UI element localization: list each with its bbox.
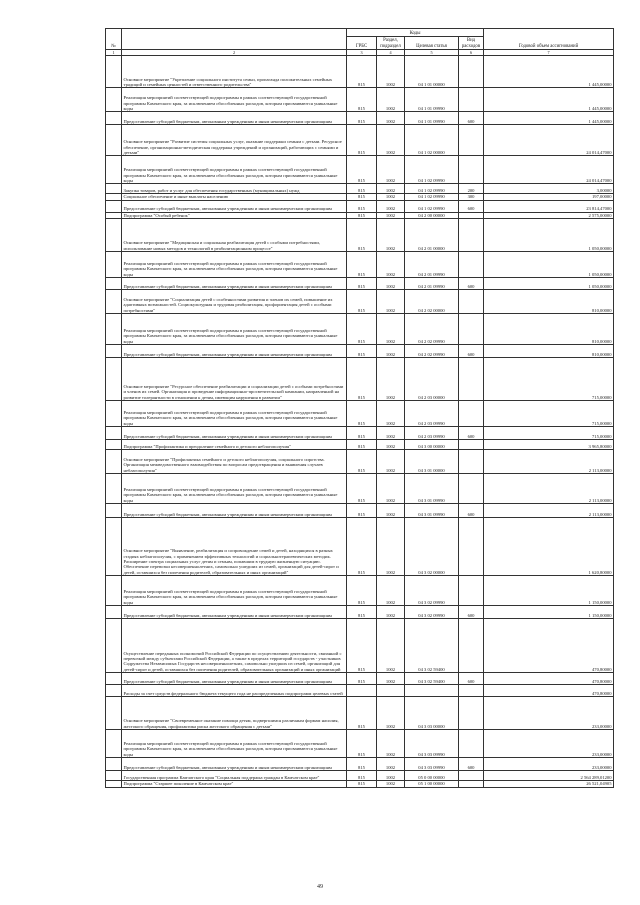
row-target-article: 04 3 00 00000 — [405, 440, 459, 450]
row-name: Предоставление субсидий бюджетным, автономным учреждениям и иным некоммерческим организациям — [122, 112, 347, 125]
row-grbs: 815 — [347, 673, 377, 685]
row-grbs: 815 — [347, 88, 377, 112]
header-target-article: Целевая статья — [405, 37, 459, 50]
header-expense-type: Вид расходов — [459, 37, 484, 50]
row-section — [377, 685, 405, 697]
row-amount: 715,00000 — [484, 401, 614, 427]
row-index — [106, 200, 122, 212]
header-section: Раздел, подраздел — [377, 37, 405, 50]
row-target-article: 04 3 02 00000 — [405, 518, 459, 576]
header-annual-volume: Годовой объем ассигнований — [484, 29, 614, 50]
row-grbs: 815 — [347, 194, 377, 200]
row-target-article: 04 2 02 09990 — [405, 345, 459, 358]
row-section: 1002 — [377, 697, 405, 730]
row-target-article: 04 1 02 09990 — [405, 200, 459, 212]
row-amount: 715,00000 — [484, 427, 614, 440]
budget-table — [105, 28, 614, 788]
row-grbs: 815 — [347, 345, 377, 358]
row-expense-type — [459, 56, 484, 88]
row-index — [106, 781, 122, 787]
row-index — [106, 219, 122, 252]
row-name: Осуществление переданных полномочий Российской Федерации по осуществлению деятельности, связанной с перевозкой между субъектами Российской Федерации, а также в пределах территорий государств - участников Содружества Независимых Государств несовершеннолетних, самовольно ушедших из семей, организаций для детей-сирот и детей, оставшихся без попечения родителей, образовательных организаций и иных организаций — [122, 619, 347, 673]
row-index — [106, 427, 122, 440]
row-section: 1002 — [377, 606, 405, 619]
row-amount: 470,80000 — [484, 673, 614, 685]
row-grbs: 815 — [347, 401, 377, 427]
row-section: 1002 — [377, 401, 405, 427]
row-name: Реализация мероприятий соответствующей подпрограммы в рамках соответствующей государственной программы Камчатского края, за исключением обособленных расходов, которым присваиваются уникальные коды — [122, 401, 347, 427]
row-grbs: 815 — [347, 156, 377, 184]
row-name: Реализация мероприятий соответствующей подпрограммы в рамках соответствующей государственной программы Камчатского края, за исключением обособленных расходов, которым присваиваются уникальные коды — [122, 156, 347, 184]
row-amount: 1 445,00000 — [484, 112, 614, 125]
row-target-article: 04 2 01 09990 — [405, 252, 459, 278]
row-name: Закупка товаров, работ и услуг для обеспечения государственных (муниципальных) нужд — [122, 184, 347, 194]
row-amount: 1 150,00000 — [484, 576, 614, 606]
row-grbs: 815 — [347, 290, 377, 314]
table-row — [106, 252, 614, 278]
row-amount: 197,00000 — [484, 194, 614, 200]
table-row — [106, 314, 614, 345]
row-index — [106, 440, 122, 450]
row-target-article: 04 3 02 09990 — [405, 606, 459, 619]
row-grbs: 815 — [347, 504, 377, 518]
row-index — [106, 401, 122, 427]
row-amount: 26 521,04905 — [484, 781, 614, 787]
row-amount: 3 965,80000 — [484, 440, 614, 450]
row-expense-type: 600 — [459, 673, 484, 685]
row-index — [106, 504, 122, 518]
row-expense-type — [459, 697, 484, 730]
row-index — [106, 673, 122, 685]
row-expense-type — [459, 125, 484, 156]
table-row — [106, 518, 614, 576]
row-grbs: 815 — [347, 697, 377, 730]
row-section: 1002 — [377, 219, 405, 252]
row-amount: 2 113,00000 — [484, 474, 614, 504]
row-name: Основное мероприятие "Медицинская и социальная реабилитация детей с особыми потребностями, использование новых методов и технологий в реабилитационном процессе" — [122, 219, 347, 252]
table-row — [106, 56, 614, 88]
row-amount: 233,00000 — [484, 730, 614, 758]
row-target-article: 04 3 01 09990 — [405, 474, 459, 504]
row-target-article — [405, 685, 459, 697]
row-amount: 233,00000 — [484, 697, 614, 730]
table-row — [106, 88, 614, 112]
row-section: 1002 — [377, 194, 405, 200]
row-section: 1002 — [377, 212, 405, 218]
table-row — [106, 697, 614, 730]
row-index — [106, 88, 122, 112]
row-section: 1002 — [377, 619, 405, 673]
row-section: 1002 — [377, 450, 405, 474]
row-target-article: 04 2 00 00000 — [405, 212, 459, 218]
table-row — [106, 290, 614, 314]
table-row — [106, 401, 614, 427]
row-expense-type — [459, 730, 484, 758]
row-grbs: 815 — [347, 219, 377, 252]
row-grbs: 815 — [347, 781, 377, 787]
row-name: Основное мероприятие "Социализация детей с особенностями развития и членов их семей, повышение их адаптивных возможностей. Социокультурная и трудовая реабилитация, профориентация детей с особыми потребностями" — [122, 290, 347, 314]
row-expense-type: 600 — [459, 504, 484, 518]
table-row — [106, 278, 614, 290]
table-row — [106, 112, 614, 125]
table-row — [106, 673, 614, 685]
row-expense-type: 600 — [459, 345, 484, 358]
row-index — [106, 771, 122, 781]
table-row — [106, 125, 614, 156]
row-section: 1002 — [377, 518, 405, 576]
table-row — [106, 606, 614, 619]
row-index — [106, 685, 122, 697]
row-index — [106, 450, 122, 474]
row-index — [106, 474, 122, 504]
row-amount: 810,00000 — [484, 314, 614, 345]
row-target-article: 04 2 01 09990 — [405, 278, 459, 290]
table-row — [106, 219, 614, 252]
row-index — [106, 345, 122, 358]
row-expense-type: 600 — [459, 606, 484, 619]
row-target-article: 04 1 02 09990 — [405, 184, 459, 194]
row-name: Расходы за счет средств федерального бюджета текущего года не распределенных подпрограмм целевых статей — [122, 685, 347, 697]
header-grbs: ГРБС — [347, 37, 377, 50]
row-grbs: 815 — [347, 427, 377, 440]
row-expense-type — [459, 290, 484, 314]
row-index — [106, 252, 122, 278]
row-grbs: 815 — [347, 619, 377, 673]
row-expense-type — [459, 358, 484, 401]
row-grbs: 815 — [347, 730, 377, 758]
table-row — [106, 576, 614, 606]
row-target-article: 04 3 01 00000 — [405, 450, 459, 474]
row-section: 1002 — [377, 730, 405, 758]
row-grbs: 815 — [347, 450, 377, 474]
row-grbs: 815 — [347, 606, 377, 619]
table-body — [106, 56, 614, 787]
row-expense-type — [459, 474, 484, 504]
table-row — [106, 358, 614, 401]
row-name: Реализация мероприятий соответствующей подпрограммы в рамках соответствующей государственной программы Камчатского края, за исключением обособленных расходов, которым присваиваются уникальные коды — [122, 252, 347, 278]
row-section: 1002 — [377, 758, 405, 771]
row-target-article: 04 3 03 00000 — [405, 697, 459, 730]
header-name — [122, 29, 347, 50]
row-section: 1002 — [377, 358, 405, 401]
table-row — [106, 504, 614, 518]
table-row — [106, 427, 614, 440]
col-num-3: 3 — [347, 50, 377, 56]
row-name: Предоставление субсидий бюджетным, автономным учреждениям и иным некоммерческим организациям — [122, 673, 347, 685]
row-name: Реализация мероприятий соответствующей подпрограммы в рамках соответствующей государственной программы Камчатского края, за исключением обособленных расходов, которым присваиваются уникальные коды — [122, 88, 347, 112]
row-expense-type: 600 — [459, 427, 484, 440]
row-section: 1002 — [377, 200, 405, 212]
row-section: 1002 — [377, 156, 405, 184]
table-row — [106, 730, 614, 758]
row-grbs: 815 — [347, 56, 377, 88]
row-grbs: 815 — [347, 252, 377, 278]
row-expense-type — [459, 781, 484, 787]
row-section: 1002 — [377, 56, 405, 88]
row-section: 1002 — [377, 125, 405, 156]
row-index — [106, 278, 122, 290]
row-expense-type — [459, 88, 484, 112]
row-target-article: 04 3 03 09990 — [405, 758, 459, 771]
row-grbs: 815 — [347, 440, 377, 450]
row-amount: 23 814,47000 — [484, 200, 614, 212]
row-section: 1002 — [377, 112, 405, 125]
row-index — [106, 606, 122, 619]
row-expense-type: 600 — [459, 758, 484, 771]
row-grbs: 815 — [347, 314, 377, 345]
row-grbs — [347, 685, 377, 697]
row-target-article: 04 2 03 09990 — [405, 401, 459, 427]
row-target-article: 04 2 03 00000 — [405, 358, 459, 401]
row-section: 1002 — [377, 504, 405, 518]
row-section: 1002 — [377, 781, 405, 787]
row-name: Государственная программа Камчатского края "Социальная поддержка граждан в Камчатском крае" — [122, 771, 347, 781]
row-section: 1002 — [377, 771, 405, 781]
row-section: 1002 — [377, 278, 405, 290]
row-expense-type — [459, 314, 484, 345]
table-row — [106, 450, 614, 474]
row-index — [106, 758, 122, 771]
row-target-article: 04 3 02 59400 — [405, 619, 459, 673]
row-section: 1002 — [377, 184, 405, 194]
row-amount: 1 050,00000 — [484, 219, 614, 252]
row-expense-type: 600 — [459, 112, 484, 125]
row-expense-type: 600 — [459, 278, 484, 290]
row-name: Основное мероприятие "Профилактика семейного и детского неблагополучия, социального сиротства. Организация межведомственного взаимодействия по вопросам предотвращения и выявления случаев неблагополучия" — [122, 450, 347, 474]
row-amount: 3,00000 — [484, 184, 614, 194]
row-amount: 810,00000 — [484, 290, 614, 314]
row-expense-type: 300 — [459, 194, 484, 200]
row-grbs: 815 — [347, 518, 377, 576]
row-section: 1002 — [377, 252, 405, 278]
row-target-article: 04 3 01 09990 — [405, 504, 459, 518]
row-target-article: 04 1 01 00000 — [405, 56, 459, 88]
row-grbs: 815 — [347, 200, 377, 212]
row-index — [106, 156, 122, 184]
row-grbs: 815 — [347, 576, 377, 606]
row-amount: 1 445,00000 — [484, 88, 614, 112]
row-amount: 24 014,47000 — [484, 125, 614, 156]
row-grbs: 815 — [347, 758, 377, 771]
row-name: Предоставление субсидий бюджетным, автономным учреждениям и иным некоммерческим организациям — [122, 200, 347, 212]
row-amount: 810,00000 — [484, 345, 614, 358]
row-amount: 1 050,00000 — [484, 278, 614, 290]
row-expense-type — [459, 771, 484, 781]
row-grbs: 815 — [347, 125, 377, 156]
row-name: Предоставление субсидий бюджетным, автономным учреждениям и иным некоммерческим организациям — [122, 504, 347, 518]
row-target-article: 04 1 02 00000 — [405, 125, 459, 156]
row-expense-type — [459, 401, 484, 427]
row-name: Основное мероприятие "Ресурсное обеспечение реабилитации и социализации детей с особыми потребностями и членов их семей. Организация и проведение информационно-просветительской кампании, направленной на развитие толерантности в отношении к детям, имеющим нарушения в развитии" — [122, 358, 347, 401]
row-index — [106, 619, 122, 673]
row-expense-type: 200 — [459, 184, 484, 194]
row-index — [106, 125, 122, 156]
row-grbs: 815 — [347, 278, 377, 290]
row-index — [106, 697, 122, 730]
row-target-article: 04 1 01 09990 — [405, 112, 459, 125]
table-row — [106, 184, 614, 194]
row-target-article: 04 1 02 09990 — [405, 194, 459, 200]
row-name: Основное мероприятие "Своевременное оказание помощи детям, подвергшимся различным формам насилия, жестокого обращения, профилактика риска жестокого обращения с детьми" — [122, 697, 347, 730]
row-name: Предоставление субсидий бюджетным, автономным учреждениям и иным некоммерческим организациям — [122, 758, 347, 771]
row-index — [106, 518, 122, 576]
row-grbs: 815 — [347, 771, 377, 781]
row-target-article: 04 3 02 09990 — [405, 576, 459, 606]
row-expense-type — [459, 156, 484, 184]
table-row — [106, 440, 614, 450]
row-amount: 233,00000 — [484, 758, 614, 771]
row-target-article: 04 1 01 09990 — [405, 88, 459, 112]
row-index — [106, 112, 122, 125]
table-row — [106, 156, 614, 184]
row-name: Реализация мероприятий соответствующей подпрограммы в рамках соответствующей государственной программы Камчатского края, за исключением обособленных расходов, которым присваиваются уникальные коды — [122, 474, 347, 504]
row-grbs: 815 — [347, 474, 377, 504]
row-name: Подпрограмма "Профилактика и преодоление семейного и детского неблагополучия" — [122, 440, 347, 450]
row-target-article: 05 0 00 00000 — [405, 771, 459, 781]
row-expense-type — [459, 576, 484, 606]
row-amount: 2 113,00000 — [484, 450, 614, 474]
row-expense-type: 600 — [459, 200, 484, 212]
row-name: Основное мероприятие "Развитие системы социальных услуг, оказание поддержки семьям с детьми. Ресурсное обеспечение, организационно-методическая поддержка учреждений и организаций, работающих с семьями и детьми" — [122, 125, 347, 156]
row-index — [106, 730, 122, 758]
row-target-article: 04 1 02 09990 — [405, 156, 459, 184]
row-expense-type — [459, 518, 484, 576]
col-num-6: 6 — [459, 50, 484, 56]
row-section: 1002 — [377, 314, 405, 345]
row-amount: 2 564 289,01200 — [484, 771, 614, 781]
row-amount: 2 113,00000 — [484, 504, 614, 518]
table-row — [106, 345, 614, 358]
col-num-2: 2 — [122, 50, 347, 56]
row-expense-type — [459, 685, 484, 697]
row-name: Подпрограмма "Старшее поколение в Камчатском крае" — [122, 781, 347, 787]
row-index — [106, 314, 122, 345]
table-row — [106, 781, 614, 787]
row-amount: 470,80000 — [484, 619, 614, 673]
row-section: 1002 — [377, 290, 405, 314]
col-num-4: 4 — [377, 50, 405, 56]
page-number: 49 — [317, 884, 323, 890]
row-expense-type — [459, 619, 484, 673]
row-section: 1002 — [377, 427, 405, 440]
row-section: 1002 — [377, 474, 405, 504]
row-section: 1002 — [377, 88, 405, 112]
table-row — [106, 619, 614, 673]
row-name: Социальное обеспечение и иные выплаты населению — [122, 194, 347, 200]
row-expense-type — [459, 219, 484, 252]
row-name: Реализация мероприятий соответствующей подпрограммы в рамках соответствующей государственной программы Камчатского края, за исключением обособленных расходов, которым присваиваются уникальные коды — [122, 314, 347, 345]
row-grbs: 815 — [347, 112, 377, 125]
row-name: Реализация мероприятий соответствующей подпрограммы в рамках соответствующей государственной программы Камчатского края, за исключением обособленных расходов, которым присваиваются уникальные коды — [122, 730, 347, 758]
row-name: Предоставление субсидий бюджетным, автономным учреждениям и иным некоммерческим организациям — [122, 345, 347, 358]
table-row — [106, 758, 614, 771]
row-target-article: 04 3 03 09990 — [405, 730, 459, 758]
header-number: № — [106, 29, 122, 50]
row-name: Основное мероприятие "Укрепление социального института семьи, пропаганда положительных семейных традиций и семейных ценностей и ответственного родительства" — [122, 56, 347, 88]
row-name: Подпрограмма "Особый ребенок" — [122, 212, 347, 218]
row-index — [106, 358, 122, 401]
row-amount: 470,80000 — [484, 685, 614, 697]
row-target-article: 04 2 02 00000 — [405, 290, 459, 314]
row-amount: 1 620,80000 — [484, 518, 614, 576]
row-index — [106, 184, 122, 194]
col-num-5: 5 — [405, 50, 459, 56]
col-num-7: 7 — [484, 50, 614, 56]
row-amount: 1 150,00000 — [484, 606, 614, 619]
row-section: 1002 — [377, 345, 405, 358]
row-grbs: 815 — [347, 212, 377, 218]
row-target-article: 04 2 02 09990 — [405, 314, 459, 345]
col-num-1: 1 — [106, 50, 122, 56]
row-name: Предоставление субсидий бюджетным, автономным учреждениям и иным некоммерческим организациям — [122, 427, 347, 440]
row-expense-type — [459, 252, 484, 278]
row-name: Предоставление субсидий бюджетным, автономным учреждениям и иным некоммерческим организациям — [122, 278, 347, 290]
row-amount: 1 445,00000 — [484, 56, 614, 88]
row-target-article: 05 1 00 00000 — [405, 781, 459, 787]
table-row — [106, 685, 614, 697]
row-index — [106, 56, 122, 88]
table-row — [106, 474, 614, 504]
row-section: 1002 — [377, 673, 405, 685]
row-grbs: 815 — [347, 358, 377, 401]
row-expense-type — [459, 450, 484, 474]
row-amount: 1 050,00000 — [484, 252, 614, 278]
header-codes: Коды — [347, 29, 484, 37]
row-section: 1002 — [377, 576, 405, 606]
row-amount: 24 014,47000 — [484, 156, 614, 184]
row-amount: 715,00000 — [484, 358, 614, 401]
row-grbs: 815 — [347, 184, 377, 194]
row-target-article: 04 3 02 59400 — [405, 673, 459, 685]
row-name: Предоставление субсидий бюджетным, автономным учреждениям и иным некоммерческим организациям — [122, 606, 347, 619]
row-target-article: 04 2 01 00000 — [405, 219, 459, 252]
table-row — [106, 771, 614, 781]
row-name: Основное мероприятие "Выявление, реабилитация и сопровождение семей и детей, находящихся в разных стадиях неблагополучия, с применением эффективных технологий и социальнотерапевтических методик. Расширение спектра социальных услуг детям и семьям, попавшим в трудную жизненную ситуацию. Обеспечение перевозки несовершеннолетних, самовольно ушедших из семей, организаций для детей-сирот и детей, оставшихся без попечения родителей, образовательных и иных организаций" — [122, 518, 347, 576]
row-index — [106, 290, 122, 314]
row-expense-type — [459, 440, 484, 450]
row-index — [106, 576, 122, 606]
row-name: Реализация мероприятий соответствующей подпрограммы в рамках соответствующей государственной программы Камчатского края, за исключением обособленных расходов, которым присваиваются уникальные коды — [122, 576, 347, 606]
row-section: 1002 — [377, 440, 405, 450]
row-amount: 2 575,00000 — [484, 212, 614, 218]
table-row — [106, 200, 614, 212]
row-target-article: 04 2 03 09990 — [405, 427, 459, 440]
